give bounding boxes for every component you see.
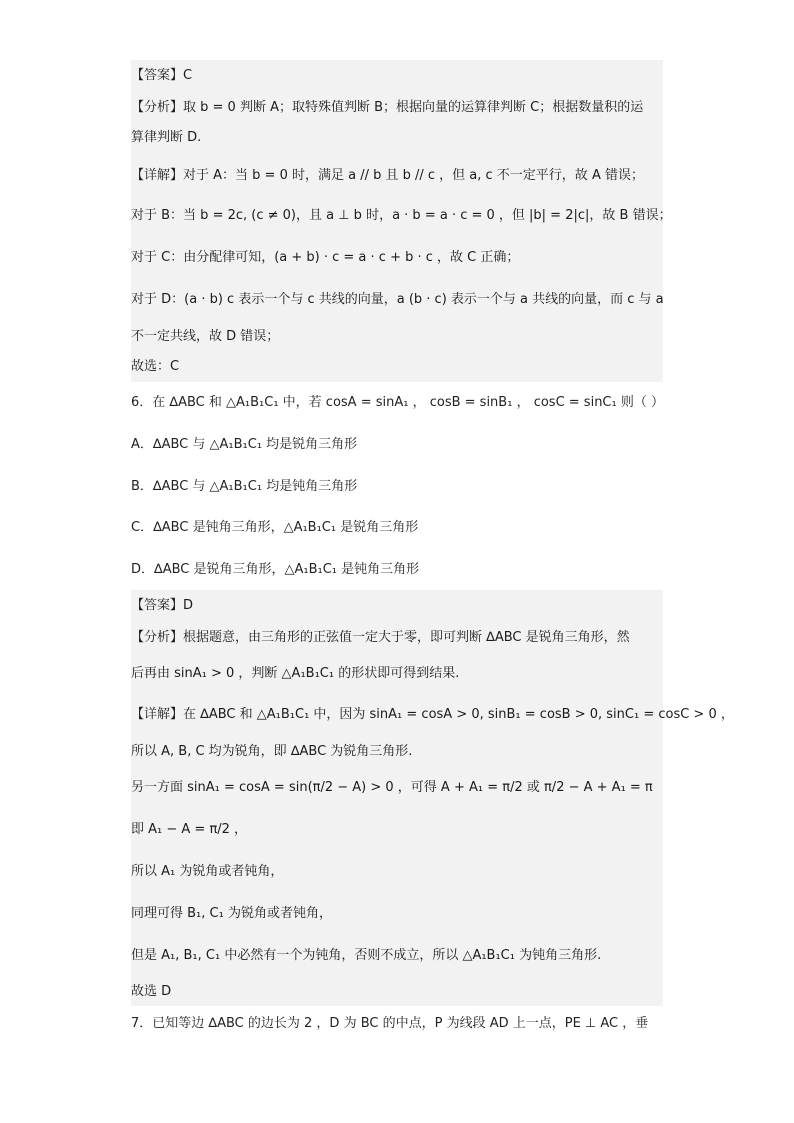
solution6-block (131, 590, 663, 1006)
question6-stem: 6．在 ∆ABC 和 △A₁B₁C₁ 中，若 cosA = sinA₁ ， cosB = sinB₁ ， cosC = sinC₁ 则（ ） (131, 395, 664, 410)
solution5-detail-c: 对于 C：由分配律可知，(a + b) · c = a · c + b · c ，故 C 正确； (131, 250, 520, 265)
solution6-analysis-line1: 【分析】根据题意，由三角形的正弦值一定大于零，即可判断 ∆ABC 是锐角三角形，然 (131, 630, 630, 645)
solution5-detail-d-line2: 不一定共线，故 D 错误； (131, 329, 280, 344)
question7-stem: 7．已知等边 ∆ABC 的边长为 2 ，D 为 BC 的中点，P 为线段 AD 上一点，PE ⊥ AC ，垂 (131, 1016, 649, 1031)
solution6-detail-7: 但是 A₁, B₁, C₁ 中必然有一个为钝角，否则不成立，所以 △A₁B₁C₁ 为钝角三角形. (131, 948, 602, 963)
solution5-detail-b: 对于 B：当 b = 2c, (c ≠ 0)，且 a ⊥ b 时，a · b = a · c = 0 ，但 |b| = 2|c|，故 B 错误； (131, 208, 672, 223)
question6-option-c: C．∆ABC 是钝角三角形，△A₁B₁C₁ 是锐角三角形 (131, 520, 419, 535)
solution6-detail-2: 所以 A, B, C 均为锐角，即 ∆ABC 为锐角三角形. (131, 744, 413, 759)
solution6-choice: 故选 D (131, 984, 172, 999)
solution6-detail-5: 所以 A₁ 为锐角或者钝角， (131, 864, 284, 879)
solution5-analysis-line1: 【分析】取 b = 0 判断 A；取特殊值判断 B；根据向量的运算律判断 C；根据数量积的运 (131, 100, 644, 115)
solution5-choice: 故选：C (131, 359, 180, 374)
solution6-detail-4: 即 A₁ − A = π/2 ， (131, 822, 248, 837)
solution6-analysis-line2: 后再由 sinA₁ > 0 ，判断 △A₁B₁C₁ 的形状即可得到结果. (131, 666, 460, 681)
solution6-detail-3: 另一方面 sinA₁ = cosA = sin(π/2 − A) > 0 ，可得 A + A₁ = π/2 或 π/2 − A + A₁ = π (131, 780, 653, 795)
solution5-analysis-line2: 算律判断 D. (131, 130, 202, 145)
solution5-answer: 【答案】C (131, 68, 193, 83)
question6-option-a: A．∆ABC 与 △A₁B₁C₁ 均是锐角三角形 (131, 437, 358, 452)
question6-option-d: D．∆ABC 是锐角三角形，△A₁B₁C₁ 是钝角三角形 (131, 562, 420, 577)
question6-option-b: B．∆ABC 与 △A₁B₁C₁ 均是钝角三角形 (131, 479, 358, 494)
solution5-detail-d-line1: 对于 D：(a · b) c 表示一个与 c 共线的向量，a (b · c) 表示一个与 a 共线的向量，而 c 与 a (131, 292, 664, 307)
solution5-detail-a: 【详解】对于 A：当 b = 0 时，满足 a // b 且 b // c ，但 a, c 不一定平行，故 A 错误； (131, 168, 644, 183)
solution6-detail-1: 【详解】在 ∆ABC 和 △A₁B₁C₁ 中，因为 sinA₁ = cosA > 0, sinB₁ = cosB > 0, sinC₁ = cosC > 0 ， (131, 707, 734, 722)
solution6-answer: 【答案】D (131, 598, 194, 613)
solution6-detail-6: 同理可得 B₁, C₁ 为锐角或者钝角， (131, 906, 332, 921)
